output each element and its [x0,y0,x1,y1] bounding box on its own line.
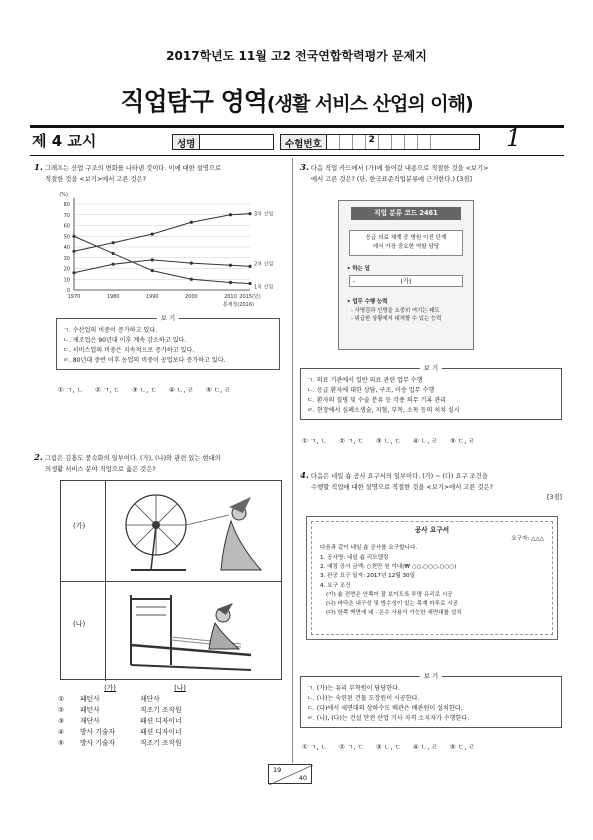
question-3-line2: 에서 고른 것은? (단, 한국표준직업분류에 근거한다.) [3점] [311,175,472,183]
exam-number-cell [353,135,366,149]
exam-number-cell [405,135,418,149]
period-label: 제 4 교시 [32,132,97,150]
question-1-line1: 그래프는 산업 구조의 변화를 나타낸 것이다. 이에 대한 설명으로 [44,165,222,172]
work-request-line: 3. 완공 요구 일자: 2017년 12월 30일 [320,573,415,580]
genre-painting-figure [60,480,282,680]
answer-choice-5[interactable]: ⑤ ㄷ, ㄹ [205,386,231,394]
bogi-item: ㄱ. 의료 기관에서 일반 의료 관련 업무 수행 [307,377,423,384]
question-3-text [300,163,562,185]
data-point [248,265,251,268]
bogi-item: ㄷ. 환자의 질병 및 수술 분류 등 각종 의무 기록 관리 [307,397,447,404]
x-tick-label: 2000 [184,294,198,300]
answer-choice-3[interactable]: ③ ㄴ, ㄷ [131,386,157,394]
x-tick-label: 2015(년) [239,294,261,300]
exam-number-cell [327,135,340,149]
job-card-desc-line: 에서 가장 중요한 역할 담당 [372,244,440,250]
figure-label-na: (나) [73,620,86,628]
question-4-number: 4. [300,471,309,481]
data-point [248,212,251,215]
data-point [248,282,251,285]
data-point [229,281,232,284]
data-point [72,271,75,274]
page-number-large: 1 [506,124,522,152]
y-tick-label: 40 [63,245,70,251]
series-line [74,214,250,252]
work-request-requester: 요구자: △△△ [511,536,544,543]
question-4-line1: 다음은 네일 숍 공사 요구서의 일부이다. (가) ~ (다) 요구 조건을 [310,473,488,480]
exam-number-box [280,134,480,150]
exam-number-cell [418,135,431,149]
question-1-text [34,163,284,185]
work-request-title: 공사 요구서 [414,526,450,534]
duty-title: • 하는 일 [347,266,370,272]
work-request-condition: (다) 한쪽 벽면에 네 · 온수 사용이 가능한 세면대를 설치 [326,609,462,616]
question-3-bogi-box [300,364,562,420]
answer-choice-5[interactable]: ⑤ ㄷ, ㄹ [449,437,475,445]
header-rule-bottom [30,155,564,156]
y-axis-unit: (%) [59,192,68,198]
answer-choice-1[interactable]: ① ㄱ, ㄴ [58,386,83,394]
exam-number-cell [340,135,353,149]
question-2-line2: 의생활 서비스 분야 직업으로 옳은 것은? [45,465,156,473]
option-na: 직조기 조작원 [140,739,182,747]
y-tick-label: 20 [63,266,70,273]
bogi-item: ㄹ. (나), (다)는 건설 안전 산업 기사 자격 소지자가 수행한다. [307,715,470,722]
answer-option-1[interactable] [58,694,258,705]
x-tick-label: 1980 [106,294,120,300]
work-request-line: 2. 예정 공사 금액: ○천만 원 이내(₩ ○○,○○○,○○○) [320,564,457,571]
question-1-choices [58,384,231,394]
name-label: 성명 [173,135,200,149]
ability-list [351,307,461,323]
option-number: ⑤ [58,739,65,747]
subject-main: 직업탐구 영역 [120,87,267,116]
answer-choice-3[interactable]: ③ ㄴ, ㄷ [375,437,401,445]
question-4-choices [302,741,475,751]
y-tick-label: 30 [63,255,70,262]
work-request-intro: 다음과 같이 네일 숍 공사를 요구합니다. [320,545,418,552]
bogi-item: ㄷ. (다)에서 세면대의 상하수도 배관은 배관원이 설치한다. [307,705,463,712]
answer-choice-2[interactable]: ② ㄱ, ㄷ [338,437,364,445]
exam-number-cell [392,135,405,149]
option-number: ③ [58,717,65,725]
option-number: ④ [58,728,65,736]
work-request-document [306,516,558,640]
chart-labels [59,192,273,308]
chart-series [72,212,251,285]
subject-title [0,82,593,118]
header-rule [30,125,564,128]
ability-item: - 위급한 상황에서 대처할 수 있는 능력 [351,316,442,322]
option-ga: 방사 기술자 [80,739,115,747]
answer-choice-4[interactable]: ④ ㄴ, ㄹ [168,386,194,394]
bogi-item: ㄱ. 수산업의 비중이 증가하고 있다. [63,327,158,334]
y-tick-label: 50 [63,234,70,241]
series-label: 1차 산업 [254,284,274,291]
bogi-item: ㄴ. (나)는 숙련된 건물 도장원이 시공한다. [307,695,420,702]
answer-choice-1[interactable]: ① ㄱ, ㄴ [302,743,327,751]
option-na: 재단사 [140,695,160,703]
question-4-points: [3점] [546,494,562,501]
question-4-bogi-box [300,672,562,728]
data-point [72,235,75,238]
answer-option-2[interactable] [58,705,258,716]
question-2-text [34,453,284,475]
y-tick-label: 60 [63,223,70,230]
job-card [338,200,474,350]
question-2-number: 2. [34,453,43,463]
data-point [72,250,75,253]
industry-structure-chart [34,190,286,308]
question-4-line2: 수행할 직업에 대한 설명으로 적절한 것을 <보기>에서 고른 것은? [311,483,493,491]
chart-source: 통계청(2016) [222,302,254,308]
option-ga: 패턴사 [80,695,100,703]
work-request-line: 4. 요구 조건 [320,582,351,589]
job-card-desc-line: 응급 의료 체계 중 병원 이전 단계 [365,235,447,241]
exam-header-title: 2017학년도 11월 고2 전국연합학력평가 문제지 [166,49,427,63]
subject-sub: (생활 서비스 산업의 이해) [266,93,473,115]
question-1-line2: 적절한 것을 <보기>에서 고른 것은? [45,175,146,183]
work-request-condition: (가) 숍 전면은 안쪽이 잘 보이도록 투명 유리로 시공 [326,591,453,598]
bogi-item: ㄷ. 서비스업의 비중은 지속적으로 증가하고 있다. [63,347,195,354]
y-tick-label: 80 [63,202,70,208]
work-request-inner [311,521,553,635]
option-ga: 방사 기술자 [80,728,115,736]
name-box [172,134,274,150]
question-2-options-table [58,683,258,749]
data-point [112,241,115,244]
answer-option-3[interactable] [58,716,258,727]
figure-label-ga: (가) [73,522,86,530]
job-card-description [349,230,463,256]
data-point [112,252,115,255]
data-point [151,269,154,272]
question-2-line1: 그림은 김홍도 풍속화의 일부이다. (가), (나)와 관련 있는 현대의 [44,455,221,462]
data-point [190,221,193,224]
bogi-label: 보 기 [157,313,179,323]
answer-option-5[interactable] [58,738,258,749]
answer-choice-2[interactable]: ② ㄱ, ㄷ [94,386,120,394]
job-card-title: 직업 분류 코드 2461 [351,207,461,220]
question-1-number: 1. [34,163,43,173]
duty-blank: (가) [400,277,412,285]
series-line [74,236,250,283]
ability-title: • 업무 수행 능력 [347,299,388,305]
option-ga: 재단사 [80,717,100,725]
question-4-text [300,471,562,504]
answer-choice-4[interactable]: ④ ㄴ, ㄹ [412,743,438,751]
x-tick-label: 1970 [67,294,81,300]
options-col-ga: (가) [104,684,116,692]
option-na: 패션 디자이너 [140,728,182,736]
question-3-number: 3. [300,163,309,173]
page-current: 19 [273,766,282,774]
y-tick-label: 70 [63,212,70,219]
figure-label-column [61,481,106,681]
data-point [190,262,193,265]
answer-option-4[interactable] [58,727,258,738]
series-label: 3차 산업 [254,211,274,218]
data-point [229,264,232,267]
work-request-condition: (나) 바닥은 내구성 및 방수성이 있는 목재 마루로 시공 [326,600,459,607]
option-na: 직조기 조작원 [140,706,182,714]
series-label: 2차 산업 [254,261,274,268]
option-number: ② [58,706,65,714]
answer-choice-3[interactable]: ③ ㄴ, ㄷ [375,743,401,751]
y-tick-label: 10 [63,277,70,284]
data-point [229,213,232,216]
data-point [112,263,115,266]
bogi-label: 보 기 [420,671,442,681]
duty-blank-box: - (가) [349,275,463,287]
answer-choice-4[interactable]: ④ ㄴ, ㄹ [412,437,438,445]
answer-choice-1[interactable]: ① ㄱ, ㄴ [302,437,327,445]
bogi-item: ㄹ. 현장에서 심폐소생술, 지혈, 부목, 소독 등의 처치 실시 [307,407,460,414]
question-3-choices [302,435,475,445]
answer-choice-2[interactable]: ② ㄱ, ㄷ [338,743,364,751]
y-tick-label: 0 [66,288,70,294]
answer-choice-5[interactable]: ⑤ ㄷ, ㄹ [449,743,475,751]
series-line [74,260,250,273]
bogi-item: ㄱ. (가)는 유리 부착원이 담당한다. [307,685,400,692]
option-na: 패션 디자이너 [140,717,182,725]
bogi-item: ㄴ. 제조업은 90년대 이후 계속 감소하고 있다. [63,337,187,344]
x-tick-label: 2010 [224,294,237,300]
ability-item: - 사명감과 인명을 소중히 여기는 태도 [351,308,440,314]
question-3-line1: 다음 직업 카드에서 (가)에 들어갈 내용으로 적절한 것을 <보기> [310,165,489,172]
option-ga: 패턴사 [80,706,100,714]
bogi-label: 보 기 [420,363,442,373]
column-divider [292,158,293,763]
work-request-line: 1. 공사명: 네일 숍 리모델링 [320,555,389,562]
option-number: ① [58,695,65,703]
bogi-item: ㄹ. 80년대 중반 이후 농업의 비중이 공업보다 증가하고 있다. [63,357,226,364]
exam-number-label: 수험번호 [281,135,327,149]
chart-axes [74,198,250,290]
options-header [58,683,258,694]
page-indicator [268,764,312,784]
bogi-item: ㄴ. 응급 환자에 대한 상담, 구조, 이송 업무 수행 [307,387,435,394]
options-col-na: (나) [174,684,186,692]
data-point [151,233,154,236]
chart-grid [74,204,250,290]
spinning-wheel-illustration [111,485,279,577]
question-1-bogi-box [56,314,280,370]
x-tick-label: 1990 [145,294,159,300]
data-point [151,258,154,261]
data-point [190,278,193,281]
loom-illustration [111,585,279,677]
page-total: 40 [298,774,307,782]
exam-number-digit: 2 [366,135,379,149]
exam-number-cell [379,135,392,149]
